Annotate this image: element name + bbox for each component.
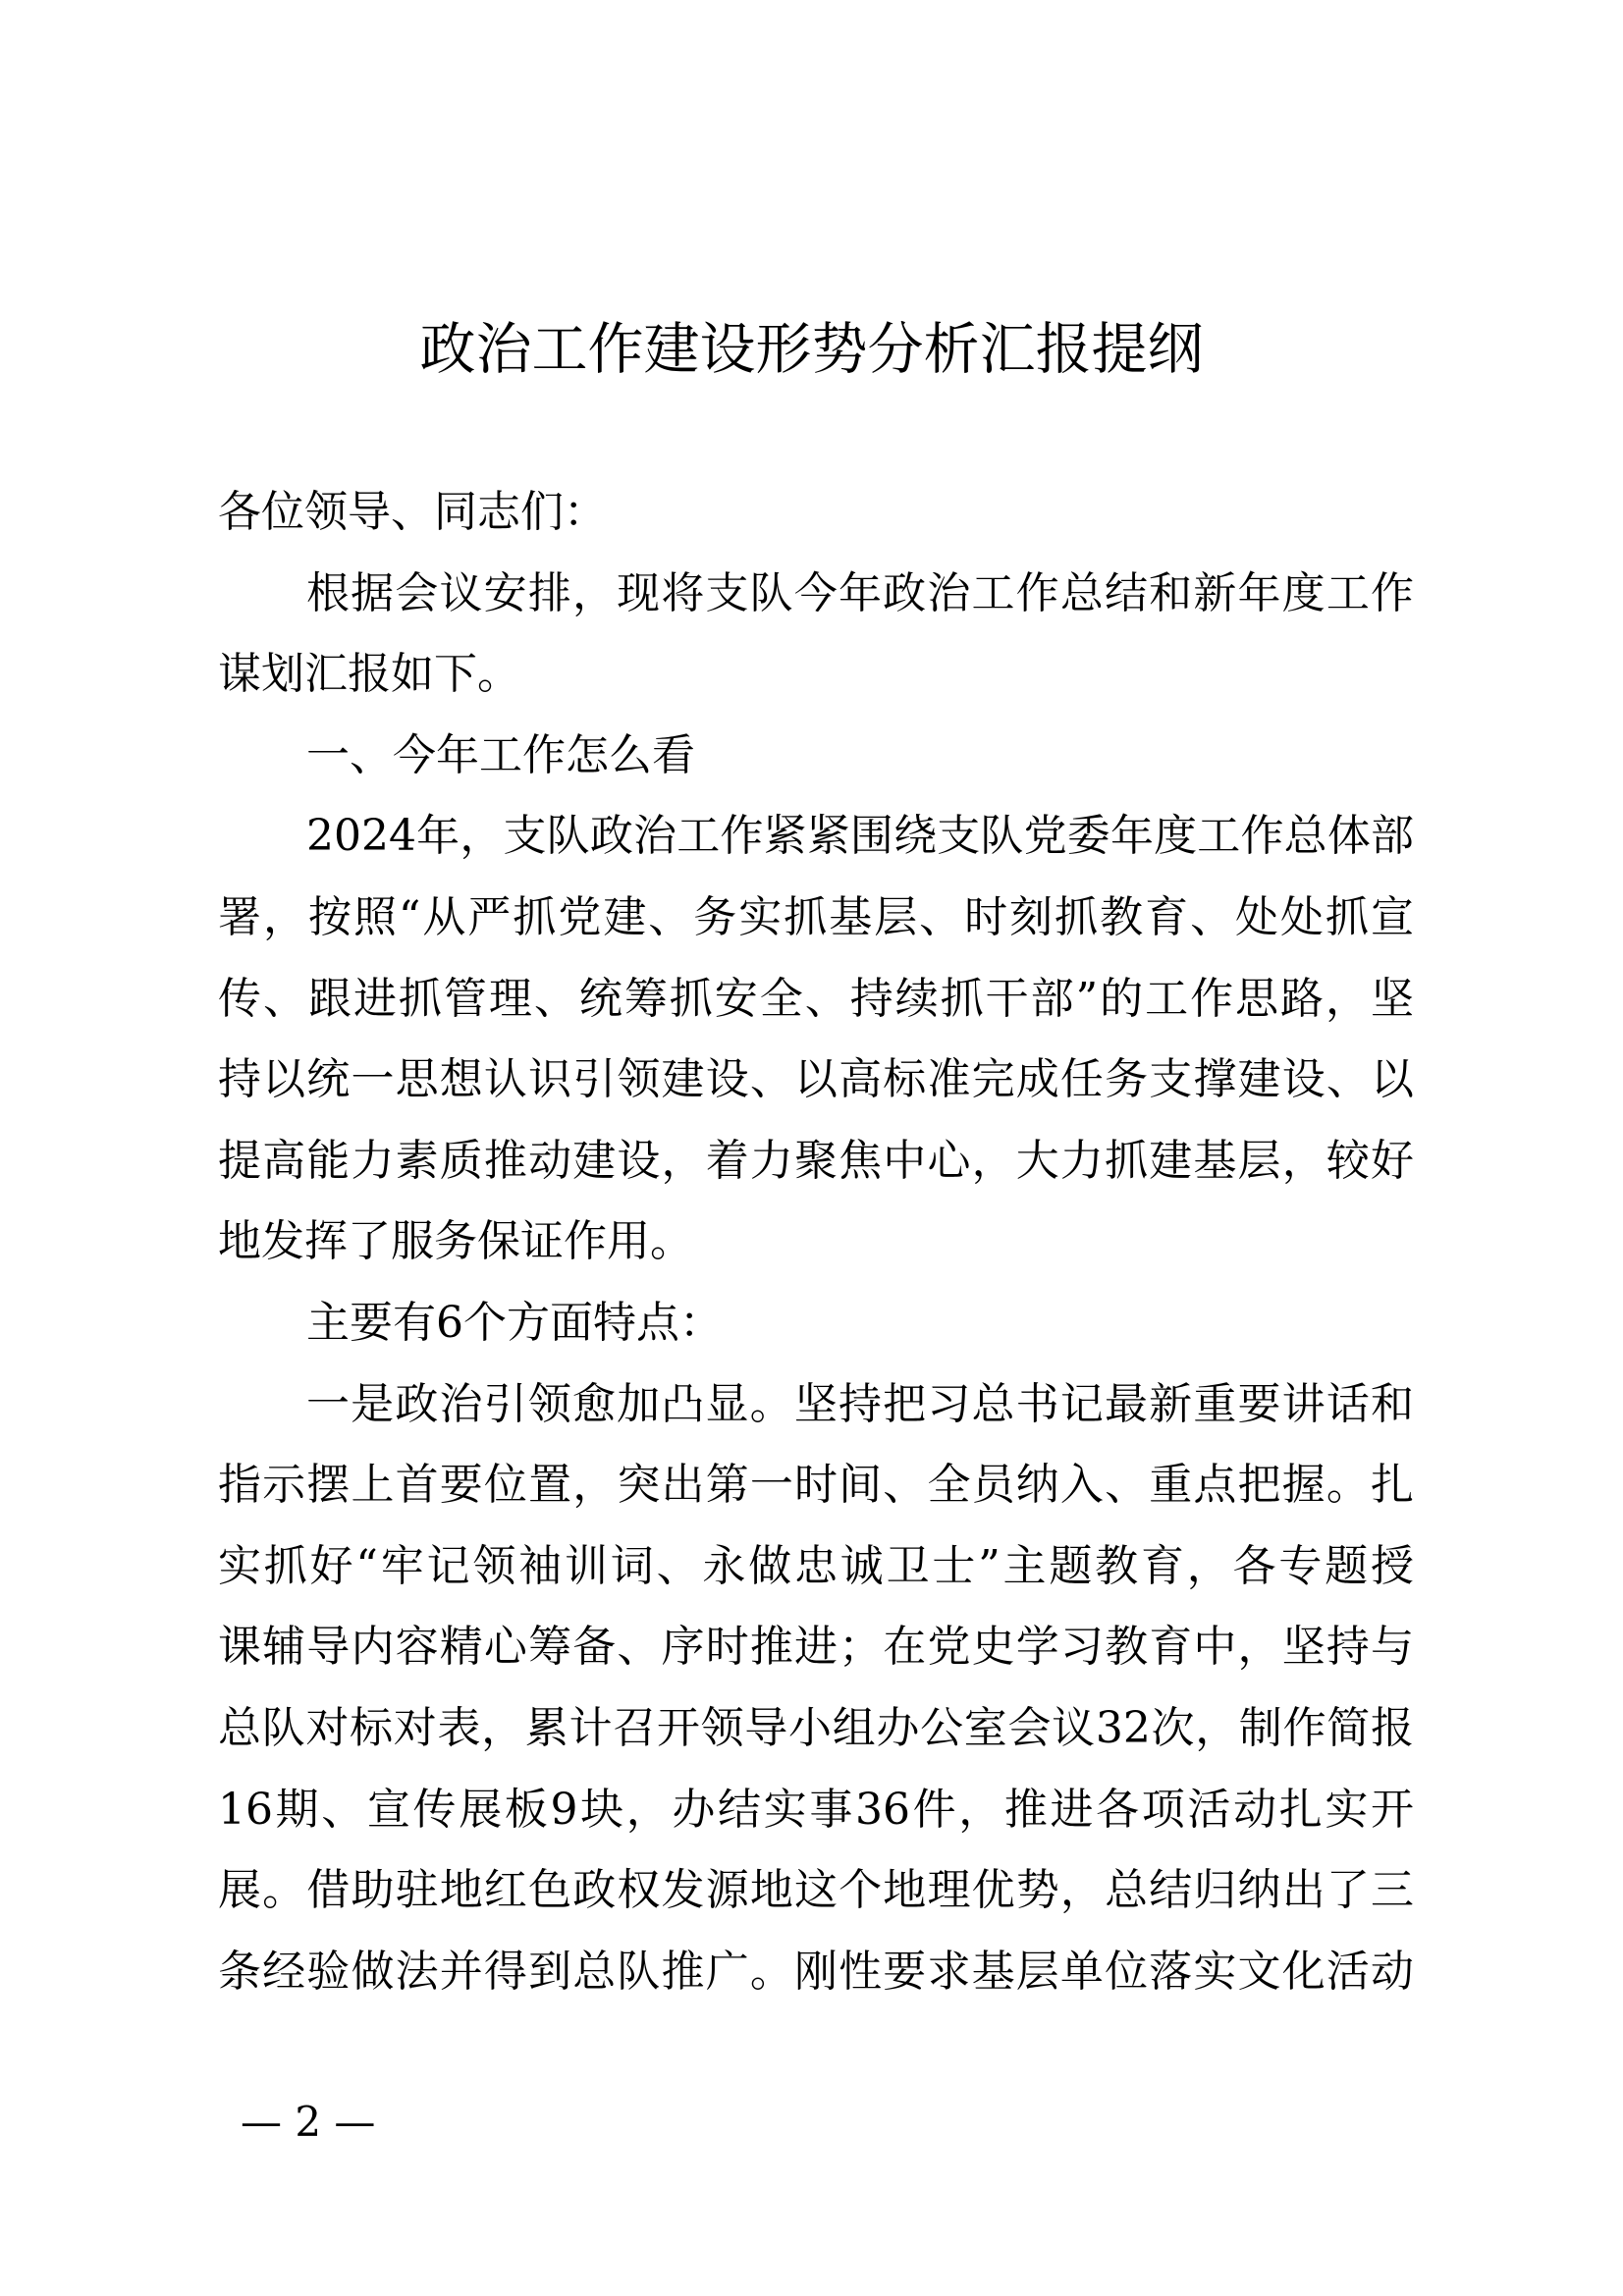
paragraph-line: 16期、宣传展板9块，办结实事36件，推进各项活动扎实开 [218, 1784, 1414, 1835]
paragraph-line: 署，按照“从严抓党建、务实抓基层、时刻抓教育、处处抓宣 [218, 891, 1414, 942]
paragraph-line: 实抓好“牢记领袖训词、永做忠诚卫士”主题教育，各专题授 [218, 1540, 1414, 1591]
paragraph-line: 谋划汇报如下。 [218, 649, 520, 700]
document-title: 政治工作建设形势分析汇报提纲 [419, 317, 1204, 382]
paragraph-line: 各位领导、同志们： [218, 487, 607, 537]
paragraph-line: 提高能力素质推动建设，着力聚焦中心，大力抓建基层，较好 [218, 1135, 1414, 1186]
paragraph-line: 课辅导内容精心筹备、序时推进；在党史学习教育中，坚持与 [218, 1622, 1414, 1673]
paragraph-line: 地发挥了服务保证作用。 [218, 1216, 693, 1267]
paragraph-line: 根据会议安排，现将支队今年政治工作总结和新年度工作 [306, 567, 1414, 618]
paragraph-line: 一、今年工作怎么看 [306, 729, 695, 780]
paragraph-line: 指示摆上首要位置，突出第一时间、全员纳入、重点把握。扎 [218, 1460, 1414, 1511]
paragraph-line: 持以统一思想认识引领建设、以高标准完成任务支撑建设、以 [218, 1054, 1414, 1105]
paragraph-line: 总队对标对表，累计召开领导小组办公室会议32次，制作简报 [218, 1702, 1414, 1753]
paragraph-line: 展。借助驻地红色政权发源地这个地理优势，总结归纳出了三 [218, 1865, 1414, 1916]
paragraph-line: 传、跟进抓管理、统筹抓安全、持续抓干部”的工作思路，坚 [218, 973, 1414, 1024]
document-body [218, 472, 1414, 2012]
page-number: — 2 — [241, 2098, 376, 2146]
paragraph-line: 2024年，支队政治工作紧紧围绕支队党委年度工作总体部 [306, 811, 1414, 862]
paragraph-line: 一是政治引领愈加凸显。坚持把习总书记最新重要讲话和 [306, 1378, 1414, 1429]
paragraph-line: 主要有6个方面特点： [306, 1297, 723, 1348]
paragraph-line: 条经验做法并得到总队推广。刚性要求基层单位落实文化活动 [218, 1946, 1414, 1997]
